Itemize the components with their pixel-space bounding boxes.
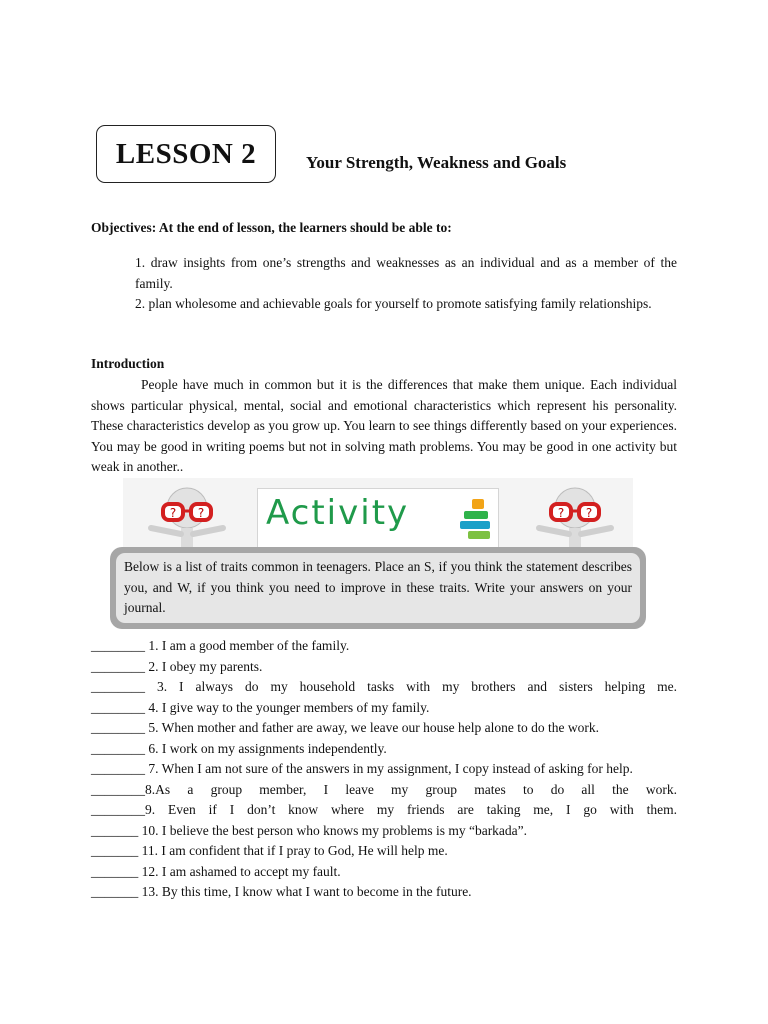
svg-text:?: ? (585, 506, 593, 520)
objective-item: 2. plan wholesome and achievable goals for yourself to promote satisfying family relationships. (135, 296, 652, 311)
lesson-number: LESSON 2 (115, 137, 257, 170)
list-item: ________ 7. When I am not sure of the answers in my assignment, I copy instead of asking for help. (91, 761, 633, 776)
svg-text:?: ? (197, 506, 205, 520)
list-item: ________ 1. I am a good member of the family. (91, 638, 350, 653)
instruction-text: Below is a list of traits common in teenagers. Place an S, if you think the statement describes you, and W, if you think you need to improve in these traits. Write your answers on your journal. (116, 553, 640, 623)
lesson-number-box (96, 125, 276, 183)
objectives-list (135, 253, 677, 315)
svg-text:?: ? (169, 506, 177, 520)
list-item: ________ 6. I work on my assignments independently. (91, 740, 387, 756)
list-item: _______ 11. I am confident that if I pray to God, He will help me. (91, 843, 448, 858)
introduction-heading: Introduction (91, 356, 165, 371)
svg-text:?: ? (557, 506, 565, 520)
thinking-figure-icon (141, 484, 233, 550)
blocks-icon (458, 497, 498, 541)
activity-card (257, 488, 499, 548)
lesson-title: Your Strength, Weakness and Goals (306, 153, 567, 172)
list-item: ________ 4. I give way to the younger members of my family. (91, 699, 430, 715)
activity-banner (123, 478, 633, 550)
instruction-box (110, 547, 646, 629)
list-item: _______ 12. I am ashamed to accept my fault. (91, 863, 341, 879)
list-item: ________9. Even if I don’t know where my friends are taking me, I go with them. (91, 802, 677, 817)
thinking-figure-icon (529, 484, 621, 550)
list-item: ________ 2. I obey my parents. (91, 658, 263, 674)
list-item: ________ 3. I always do my household tasks with my brothers and sisters helping me. (91, 679, 677, 694)
list-item: _______ 10. I believe the best person who knows my problems is my “barkada”. (91, 822, 528, 838)
list-item: ________ 5. When mother and father are away, we leave our house help alone to do the work. (91, 720, 599, 735)
introduction-text: People have much in common but it is the differences that make them unique. Each individual shows particular physical, mental, social and emotional characteristics which represent his personality. These characteristics develop as you grow up. You learn to see things differently based on your experiences. You may be good in writing poems but not in solving math problems. You may be good in one activity but weak in another.. (91, 377, 677, 474)
activity-title: Activity (266, 493, 410, 533)
list-item: ________8.As a group member, I leave my group mates to do all the work. (91, 781, 677, 797)
objectives-heading: Objectives: At the end of lesson, the learners should be able to: (91, 220, 452, 235)
trait-list (91, 636, 677, 903)
objective-item: 1. draw insights from one’s strengths and weaknesses as an individual and as a member of the family. (135, 255, 677, 291)
list-item: _______ 13. By this time, I know what I want to become in the future. (91, 884, 472, 899)
